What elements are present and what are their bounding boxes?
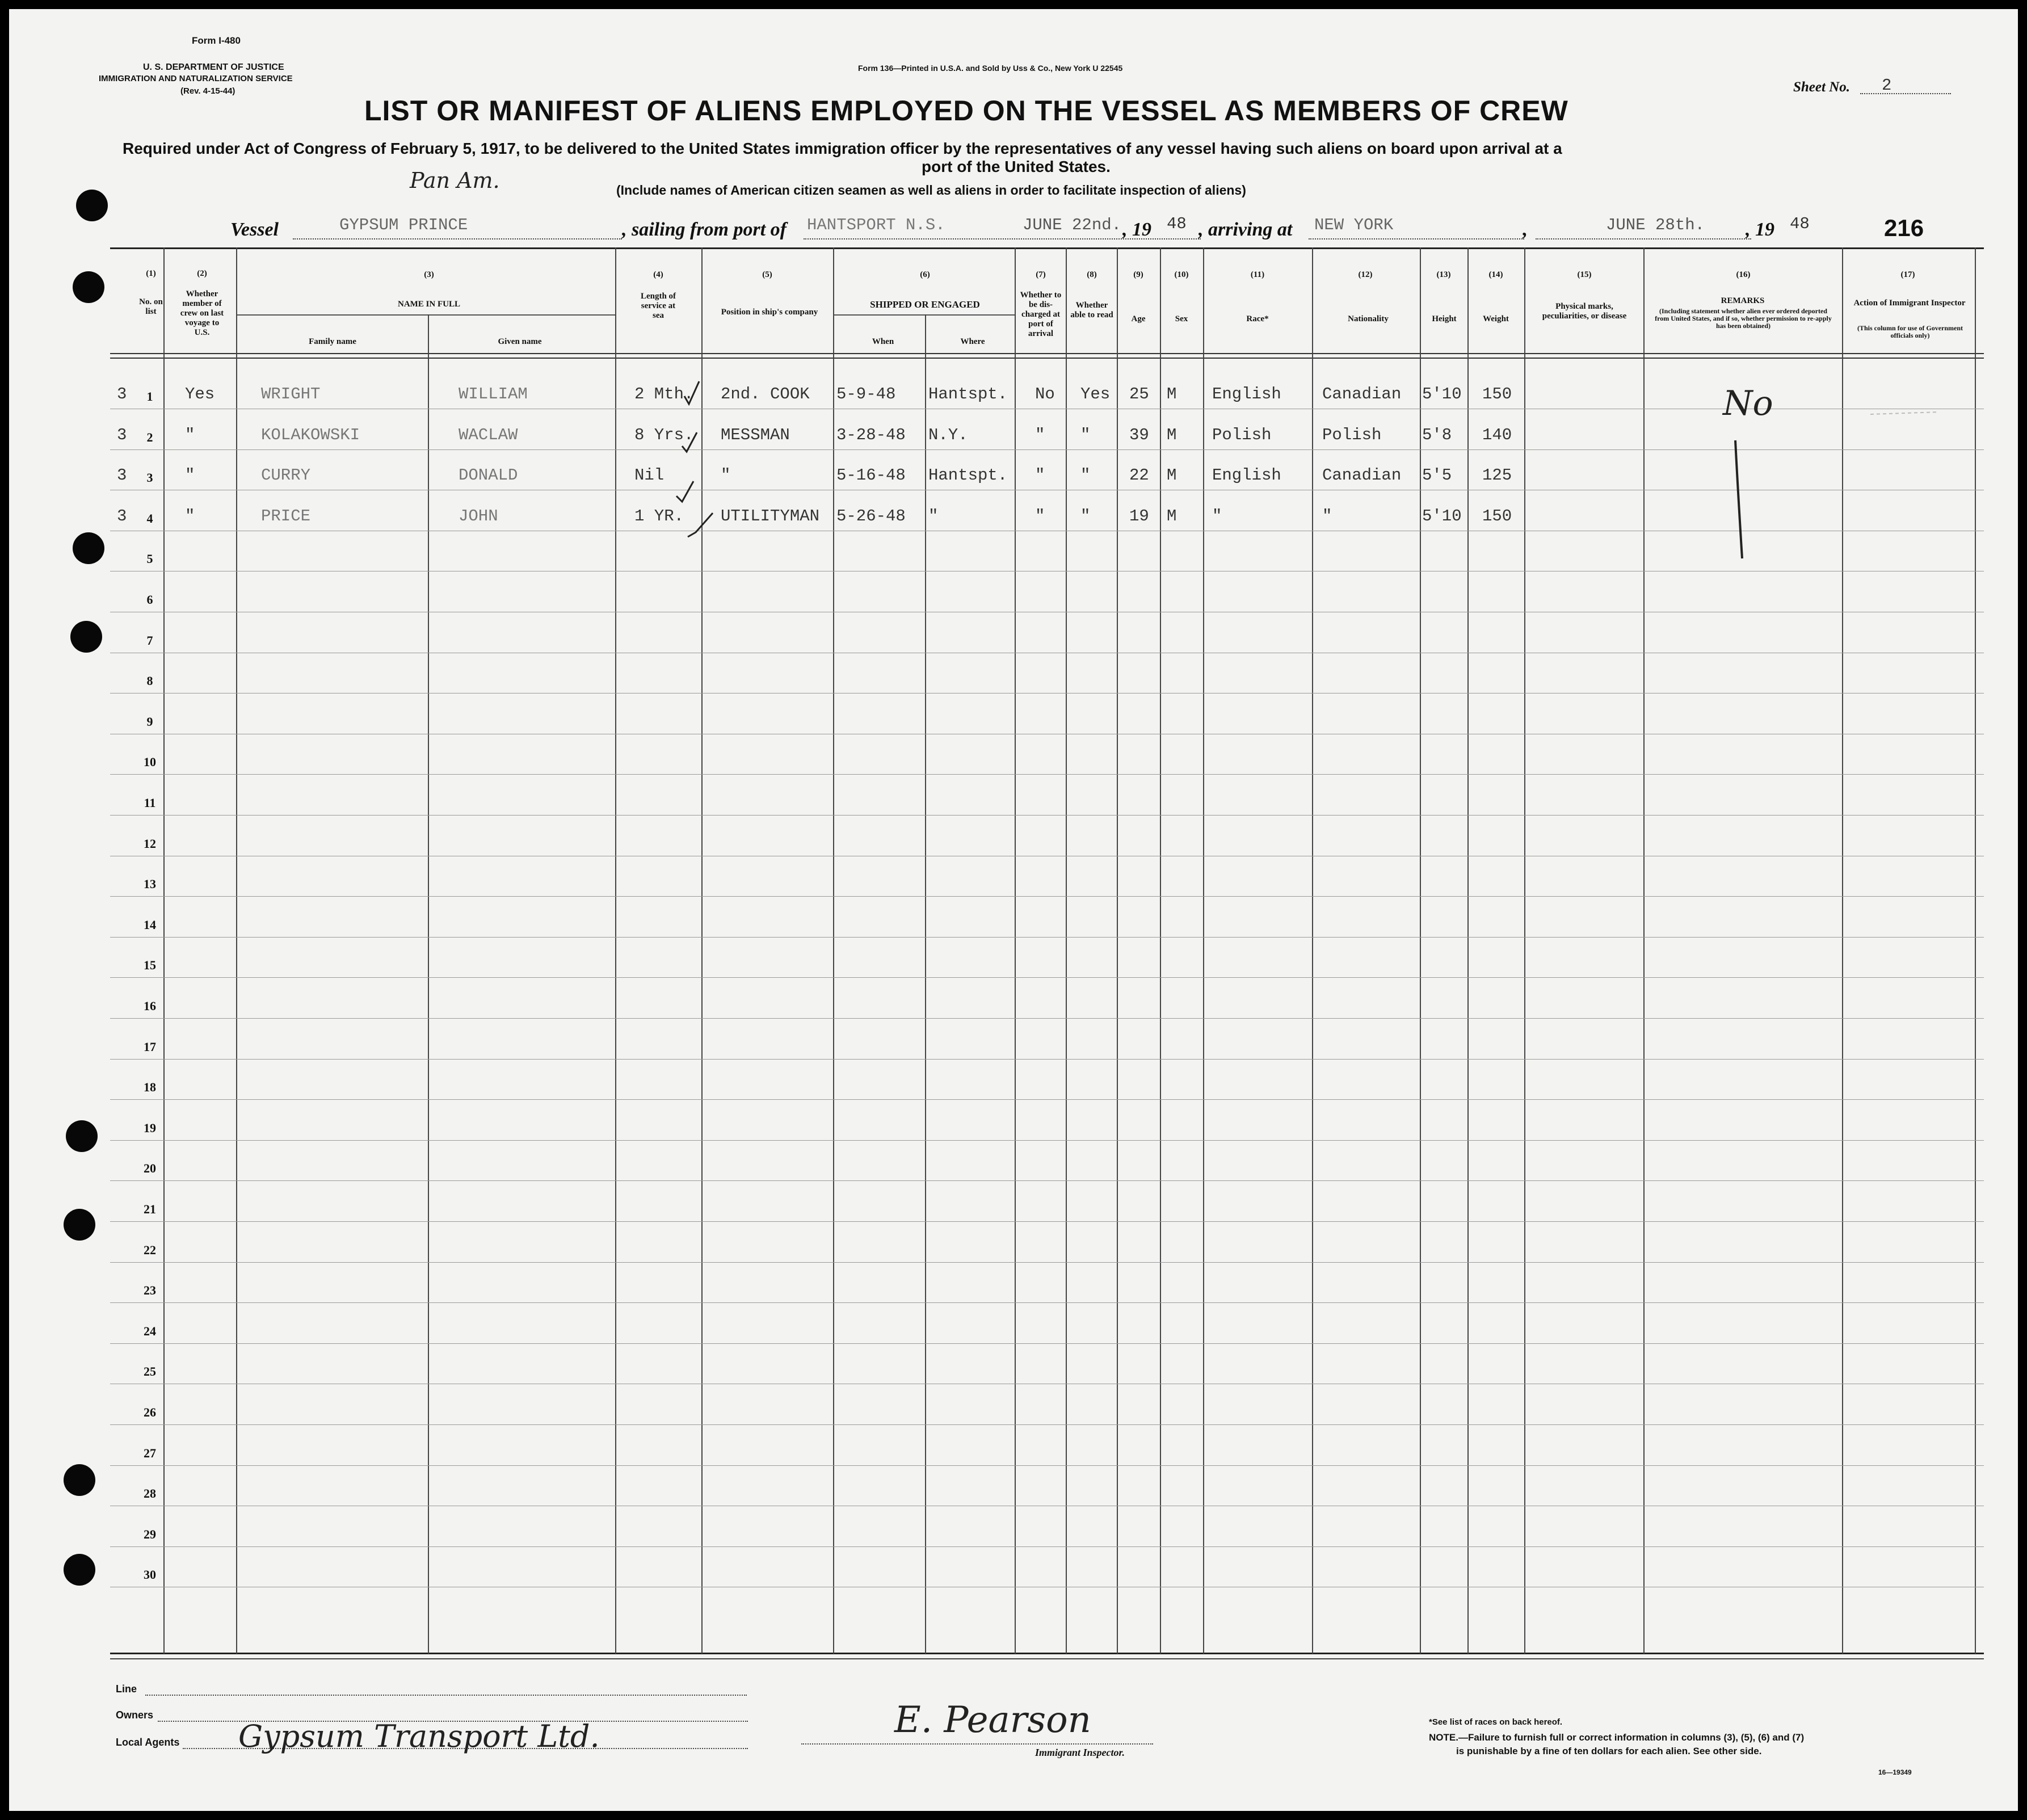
row-number: 2 [146, 430, 153, 444]
family-name: KOLAKOWSKI [261, 425, 360, 444]
col1-header: No. on list [139, 297, 163, 316]
col5-header: Position in ship's company [721, 308, 818, 317]
age: 22 [1129, 466, 1149, 485]
row-number: 17 [144, 1039, 156, 1054]
col11-header: Race* [1246, 314, 1269, 323]
col2-num: (2) [197, 269, 207, 278]
col3a-header: Family name [309, 337, 356, 346]
col13-num: (13) [1436, 270, 1451, 279]
col4-header: Length of service at sea [640, 292, 676, 320]
row-number: 28 [144, 1486, 156, 1501]
entry-prefix: 3 [117, 385, 127, 403]
length-of-service: 1 YR. [634, 506, 684, 526]
printer-line: Form 136—Printed in U.S.A. and Sold by Uss & Co., New York U 22545 [858, 64, 1123, 73]
col16-header: REMARKS [1721, 296, 1765, 305]
vessel-label: Vessel [230, 219, 279, 240]
to-be-discharged: " [1035, 506, 1045, 526]
col17-header: Action of Immigrant Inspector [1853, 299, 1966, 308]
col6b-header: Where [960, 337, 985, 346]
col9-num: (9) [1133, 270, 1143, 279]
weight: 125 [1482, 466, 1512, 485]
col10-header: Sex [1175, 314, 1188, 323]
length-of-service: Nil [634, 466, 665, 485]
row-rule [110, 1546, 1984, 1547]
given-name: DONALD [459, 466, 518, 485]
col7-header: Whether to be dis-charged at port of arrival [1020, 291, 1062, 338]
given-name: JOHN [459, 506, 498, 526]
nationality: Polish [1322, 425, 1382, 444]
race: English [1212, 466, 1281, 485]
crew-last-voyage: Yes [185, 385, 215, 403]
port-to: NEW YORK [1314, 216, 1394, 234]
row-number: 20 [144, 1161, 156, 1176]
row-number: 18 [144, 1080, 156, 1095]
row-number: 6 [146, 592, 153, 607]
col5-num: (5) [762, 270, 772, 279]
sheet-label: Sheet No. [1793, 79, 1850, 95]
entry-prefix: 3 [117, 466, 127, 485]
vessel-name: GYPSUM PRINCE [339, 216, 468, 234]
race: English [1212, 385, 1281, 403]
able-to-read: " [1080, 506, 1091, 526]
col6-num: (6) [920, 270, 930, 279]
check-mark [688, 513, 713, 537]
height: 5'10 [1422, 506, 1462, 526]
weight: 150 [1482, 506, 1512, 526]
race: " [1212, 506, 1222, 526]
col3b-header: Given name [498, 337, 542, 346]
sex: M [1167, 385, 1177, 403]
given-name: WACLAW [459, 425, 518, 444]
col4-num: (4) [653, 270, 663, 279]
row-number: 10 [144, 755, 156, 770]
row-number: 19 [144, 1120, 156, 1135]
height: 5'5 [1422, 466, 1452, 485]
col8-num: (8) [1087, 270, 1097, 279]
row-rule [110, 1018, 1984, 1019]
races-note: *See list of races on back hereof. [1429, 1717, 1563, 1727]
col16-note: (Including statement whether alien ever ordered deported from United States, and if so, whether permission to re-apply has been obtained) [1655, 307, 1832, 330]
col6a-header: When [872, 337, 894, 346]
agents-label: Local Agents [116, 1737, 180, 1748]
line-label: Line [116, 1683, 137, 1695]
col16-num: (16) [1736, 270, 1751, 279]
shipped-when: 5-16-48 [836, 466, 906, 485]
given-name: WILLIAM [459, 385, 528, 403]
depart-year-prefix: , 19 [1122, 219, 1151, 240]
to-be-discharged: No [1035, 385, 1055, 403]
check-mark [684, 381, 699, 404]
subtitle-line3: (Include names of American citizen seamen as well as aliens in order to facilitate inspection of aliens) [616, 183, 1246, 197]
table-bottom-border [110, 1653, 1984, 1654]
department: U. S. DEPARTMENT OF JUSTICE [143, 62, 284, 72]
position: 2nd. COOK [721, 385, 810, 403]
height: 5'10 [1422, 385, 1462, 403]
inspector-signature: E. Pearson [894, 1699, 1091, 1741]
able-to-read: " [1080, 466, 1091, 485]
arrive-date: JUNE 28th. [1606, 216, 1705, 234]
position: MESSMAN [721, 425, 790, 444]
able-to-read: Yes [1080, 385, 1111, 403]
col10-num: (10) [1174, 270, 1189, 279]
row-number: 11 [144, 796, 156, 810]
row-rule [110, 937, 1984, 938]
col3-header: NAME IN FULL [397, 300, 460, 309]
weight: 150 [1482, 385, 1512, 403]
age: 19 [1129, 506, 1149, 526]
subtitle-line2: port of the United States. [922, 158, 1111, 175]
row-number: 21 [144, 1202, 156, 1216]
family-name: CURRY [261, 466, 311, 485]
row-number: 1 [146, 389, 153, 403]
shipped-where: Hantspt. [928, 385, 1008, 403]
row-number: 30 [144, 1567, 156, 1582]
length-of-service: 8 Yrs. [634, 425, 694, 444]
height: 5'8 [1422, 425, 1452, 444]
port-from: HANTSPORT N.S. [807, 216, 945, 234]
stamp-number: 216 [1884, 215, 1924, 241]
col12-num: (12) [1358, 270, 1373, 279]
punch-hole [64, 1554, 95, 1586]
col14-num: (14) [1488, 270, 1503, 279]
check-marks [9, 9, 2018, 577]
row-number: 14 [144, 917, 156, 932]
row-number: 26 [144, 1405, 156, 1419]
inspector-underline [801, 1743, 1153, 1745]
remarks-handwriting: No [1723, 384, 1773, 423]
row-number: 8 [146, 674, 153, 688]
length-of-service: 2 Mth. [634, 385, 694, 403]
form-number: Form I-480 [192, 35, 241, 46]
subtitle-line1: Required under Act of Congress of February 5, 1917, to be delivered to the United States immigration officer by the representatives of any vessel having such aliens on board upon arrival at a [123, 140, 1562, 157]
row-rule [110, 1424, 1984, 1425]
row-rule [110, 1343, 1984, 1344]
col2-header: Whether member of crew on last voyage to U.S. [180, 289, 224, 337]
to-be-discharged: " [1035, 425, 1045, 444]
row-rule [110, 1302, 1984, 1303]
row-number: 12 [144, 836, 156, 851]
col17-num: (17) [1900, 270, 1915, 279]
col15-header: Physical marks, peculiarities, or disease [1542, 302, 1627, 321]
crew-last-voyage: " [185, 425, 195, 444]
sex: M [1167, 425, 1177, 444]
form-code: 16—19349 [1878, 1768, 1912, 1776]
able-to-read: " [1080, 425, 1091, 444]
shipped-where: Hantspt. [928, 466, 1008, 485]
row-rule [110, 896, 1984, 897]
row-number: 29 [144, 1527, 156, 1541]
row-number: 5 [146, 552, 153, 566]
remarks-stroke [1735, 440, 1742, 558]
col12-header: Nationality [1348, 314, 1389, 323]
check-mark [682, 432, 697, 452]
entry-prefix: 3 [117, 425, 127, 444]
handwritten-note: Pan Am. [410, 168, 500, 193]
col13-header: Height [1432, 314, 1457, 323]
arrive-year: 48 [1790, 215, 1810, 233]
col9-header: Age [1131, 314, 1146, 323]
service: IMMIGRATION AND NATURALIZATION SERVICE [99, 74, 293, 83]
row-number: 27 [144, 1445, 156, 1460]
col6-header: SHIPPED OR ENGAGED [870, 299, 980, 310]
row-number: 9 [146, 714, 153, 729]
page-title: LIST OR MANIFEST OF ALIENS EMPLOYED ON THE VESSEL AS MEMBERS OF CREW [364, 95, 1568, 127]
weight: 140 [1482, 425, 1512, 444]
row-number: 4 [146, 511, 153, 526]
depart-date: JUNE 22nd. [1023, 216, 1122, 234]
comma: , [1522, 219, 1527, 240]
punch-hole [70, 621, 102, 653]
row-rule [110, 977, 1984, 978]
crew-last-voyage: " [185, 466, 195, 485]
row-rule [110, 1180, 1984, 1181]
row-rule [110, 815, 1984, 816]
row-number: 15 [144, 958, 156, 973]
crew-last-voyage: " [185, 506, 195, 526]
age: 39 [1129, 425, 1149, 444]
revision: (Rev. 4-15-44) [180, 86, 235, 96]
row-number: 23 [144, 1283, 156, 1298]
inspector-label: Immigrant Inspector. [1035, 1747, 1125, 1758]
sailing-label: , sailing from port of [622, 219, 787, 240]
punch-hole [64, 1464, 95, 1496]
table-bottom-border-2 [110, 1658, 1984, 1659]
row-number: 3 [146, 470, 153, 485]
depart-year: 48 [1167, 215, 1187, 233]
manifest-page [9, 9, 2018, 1811]
col17-note: (This column for use of Government officials only) [1857, 324, 1963, 339]
row-rule [110, 1059, 1984, 1060]
col8-header: Whether able to read [1070, 301, 1113, 320]
race: Polish [1212, 425, 1272, 444]
nationality: " [1322, 506, 1332, 526]
age: 25 [1129, 385, 1149, 403]
position: UTILITYMAN [721, 506, 820, 526]
sex: M [1167, 506, 1177, 526]
note-line2: is punishable by a fine of ten dollars for each alien. See other side. [1456, 1746, 1762, 1756]
arrive-year-prefix: , 19 [1746, 219, 1774, 240]
row-number: 13 [144, 877, 156, 892]
row-number: 16 [144, 999, 156, 1013]
check-mark [676, 481, 693, 502]
shipped-where: " [928, 506, 939, 526]
to-be-discharged: " [1035, 466, 1045, 485]
col1-num: (1) [146, 269, 156, 278]
nationality: Canadian [1322, 385, 1402, 403]
shipped-when: 5-9-48 [836, 385, 896, 403]
owners-label: Owners [116, 1709, 154, 1721]
position: " [721, 466, 731, 485]
row-number: 7 [146, 633, 153, 648]
entry-prefix: 3 [117, 506, 127, 526]
col7-num: (7) [1036, 270, 1046, 279]
nationality: Canadian [1322, 466, 1402, 485]
family-name: PRICE [261, 506, 311, 526]
col3-num: (3) [424, 270, 434, 279]
row-rule [110, 1099, 1984, 1100]
row-number: 25 [144, 1364, 156, 1379]
col11-num: (11) [1250, 270, 1265, 279]
agents-signature: Gypsum Transport Ltd. [238, 1718, 600, 1754]
arriving-label: , arriving at [1198, 219, 1293, 240]
punch-hole [66, 1120, 98, 1152]
row-rule [110, 1140, 1984, 1141]
remarks-stroke [1870, 412, 1938, 414]
shipped-when: 3-28-48 [836, 425, 906, 444]
family-name: WRIGHT [261, 385, 321, 403]
note-line1: NOTE.—Failure to furnish full or correct information in columns (3), (5), (6) and (7) [1429, 1732, 1805, 1743]
col15-num: (15) [1577, 270, 1592, 279]
row-rule [110, 1221, 1984, 1222]
sex: M [1167, 466, 1177, 485]
shipped-when: 5-26-48 [836, 506, 906, 526]
punch-hole [64, 1209, 95, 1241]
row-rule [110, 1262, 1984, 1263]
sheet-number: 2 [1882, 76, 1892, 95]
row-number: 24 [144, 1323, 156, 1338]
row-rule [110, 1465, 1984, 1466]
line-underline [145, 1695, 747, 1696]
row-rule [110, 774, 1984, 775]
col14-header: Weight [1483, 314, 1509, 323]
shipped-where: N.Y. [928, 425, 968, 444]
row-number: 22 [144, 1242, 156, 1257]
